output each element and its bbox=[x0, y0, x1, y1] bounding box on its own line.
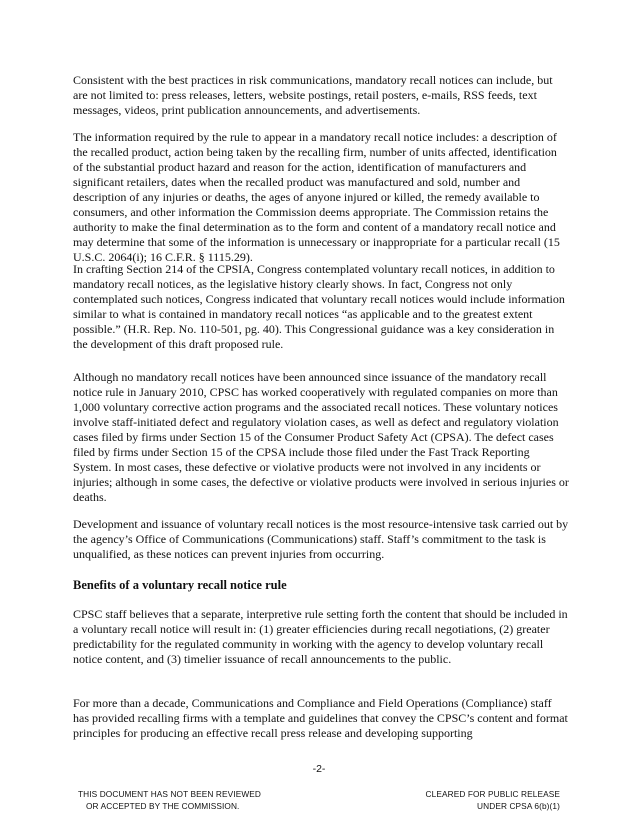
footer-disclaimer bbox=[78, 788, 261, 812]
footer-left-line-1: THIS DOCUMENT HAS NOT BEEN REVIEWED bbox=[78, 789, 261, 799]
section-heading: Benefits of a voluntary recall notice rule bbox=[73, 578, 287, 592]
paragraph-resource-intensive: Development and issuance of voluntary recall notices is the most resource-intensive task carried out by the agency’s Office of Communications (Communications) staff. Staff’s commitment to the task is unqualified, as these notices can prevent injuries from occurring. bbox=[73, 517, 569, 561]
paragraph-voluntary-programs: Although no mandatory recall notices have been announced since issuance of the mandatory recall notice rule in January 2010, CPSC has worked cooperatively with regulated companies on more than 1,000 voluntary corrective action programs and the associated recall notices. These voluntary notices involve staff-initiated defect and regulatory violation cases, as well as defect and regulatory violation cases filed by firms under Section 15 of the Consumer Product Safety Act (CPSA). The defect cases filed by firms under Section 15 of the CPSA include those filed under the Fast Track Reporting System. In most cases, these defective or violative products were not involved in any incidents or injuries; although in some cases, the defective or violative products were involved in serious injuries or deaths. bbox=[73, 370, 569, 504]
paragraph-section-214: In crafting Section 214 of the CPSIA, Congress contemplated voluntary recall notices, in addition to mandatory recall notices, as the legislative history clearly shows. In fact, Congress not only contemplated such notices, Congress indicated that voluntary recall notices would include information similar to what is contained in mandatory recall notices “as applicable and to the greatest extent possible.” (H.R. Rep. No. 110-501, pg. 40). This Congressional guidance was a key consideration in the development of this draft proposed rule. bbox=[73, 262, 565, 351]
footer-clearance bbox=[410, 788, 560, 812]
footer-right-line-2: UNDER CPSA 6(b)(1) bbox=[477, 801, 560, 811]
paragraph-required-information: The information required by the rule to appear in a mandatory recall notice includes: a description of the recalled product, action being taken by the recalling firm, number of units affected, identification of the substantial product hazard and reason for the action, identification of manufacturers and significant retailers, dates when the recalled product was manufactured and sold, number and description of any injuries or deaths, the ages of anyone injured or killed, the remedy available to consumers, and other information the Commission deems appropriate. The Commission retains the authority to make the final determination as to the form and content of a mandatory recall notice and may determine that some of the information is unnecessary or inappropriate for a particular recall (15 U.S.C. 2064(i); 16 C.F.R. § 1115.29). bbox=[73, 130, 560, 264]
paragraph-recall-notice-media: Consistent with the best practices in risk communications, mandatory recall notices can include, but are not limited to: press releases, letters, website postings, retail posters, e-mails, RSS feeds, text messages, videos, print publication announcements, and advertisements. bbox=[73, 73, 553, 117]
footer-right-line-1: CLEARED FOR PUBLIC RELEASE bbox=[425, 789, 560, 799]
page-number: -2- bbox=[312, 763, 326, 775]
paragraph-template-guidelines: For more than a decade, Communications and Compliance and Field Operations (Compliance) staff has provided recalling firms with a template and guidelines that convey the CPSC’s content and format principles for producing an effective recall press release and developing supporting bbox=[73, 696, 568, 740]
paragraph-benefits: CPSC staff believes that a separate, interpretive rule setting forth the content that should be included in a voluntary recall notice will result in: (1) greater efficiencies during recall negotiations, (2) greater predictability for the regulated community in working with the agency to develop voluntary recall notice content, and (3) timelier issuance of recall announcements to the public. bbox=[73, 607, 568, 666]
footer-left-line-2: OR ACCEPTED BY THE COMMISSION. bbox=[86, 801, 240, 811]
